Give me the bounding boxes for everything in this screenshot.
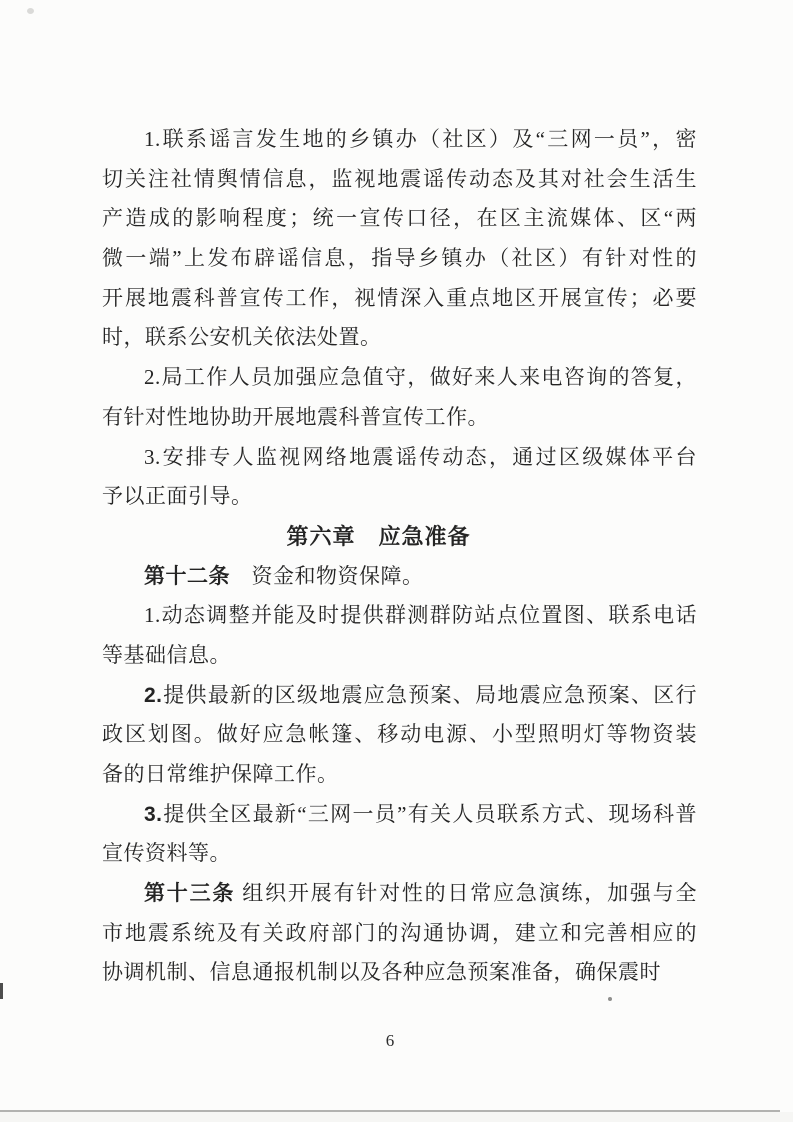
article-13-line: 第十三条 组织开展有针对性的日常应急演练，加强与全 — [144, 881, 698, 906]
doc-line: 1.联系谣言发生地的乡镇办（社区）及“三网一员”，密 — [144, 127, 697, 151]
doc-line: 3.安排专人监视网络地震谣传动态，通过区级媒体平台 — [144, 444, 697, 469]
doc-line: 等基础信息。 — [102, 642, 231, 667]
doc-line: 3.提供全区最新“三网一员”有关人员联系方式、现场科普 — [144, 801, 697, 826]
scan-speck — [608, 997, 612, 1001]
item-2-numeral: 2. — [144, 683, 163, 707]
doc-line: 政区划图。做好应急帐篷、移动电源、小型照明灯等物资装 — [102, 722, 697, 747]
doc-line: 市地震系统及有关政府部门的沟通协调，建立和完善相应的 — [102, 920, 697, 945]
doc-line: 协调机制、信息通报机制以及各种应急预案准备，确保震时 — [102, 960, 661, 985]
page-number: 6 — [385, 1031, 395, 1050]
doc-line: 产造成的影响程度；统一宣传口径，在区主流媒体、区“两 — [102, 206, 697, 231]
chapter-heading: 第六章 应急准备 — [286, 523, 471, 549]
article-13-label: 第十三条 — [144, 882, 236, 906]
document-body — [102, 120, 697, 993]
doc-line: 备的日常维护保障工作。 — [102, 762, 339, 786]
scan-edge-tick — [0, 983, 3, 999]
scan-speck — [27, 8, 34, 14]
article-12-line: 第十二条 资金和物资保障。 — [144, 563, 424, 588]
article-12-label: 第十二条 — [144, 564, 230, 588]
doc-line: 2.提供最新的区级地震应急预案、局地震应急预案、区行 — [144, 682, 697, 707]
scan-edge-line — [0, 1110, 780, 1112]
doc-line: 开展地震科普宣传工作，视情深入重点地区开展宣传；必要 — [102, 285, 697, 310]
doc-line: 时，联系公安机关依法处置。 — [102, 325, 382, 350]
scan-edge-shadow — [0, 1112, 793, 1122]
doc-line: 予以正面引导。 — [102, 484, 253, 509]
doc-line: 2.局工作人员加强应急值守，做好来人来电咨询的答复， — [144, 365, 697, 390]
doc-line: 微一端”上发布辟谣信息，指导乡镇办（社区）有针对性的 — [102, 246, 697, 271]
item-3-numeral: 3. — [144, 802, 163, 826]
doc-line: 切关注社情舆情信息，监视地震谣传动态及其对社会生活生 — [102, 166, 697, 191]
doc-line: 宣传资料等。 — [102, 841, 231, 866]
doc-line: 有针对性地协助开展地震科普宣传工作。 — [102, 404, 489, 429]
doc-line: 1.动态调整并能及时提供群测群防站点位置图、联系电话 — [144, 603, 697, 628]
